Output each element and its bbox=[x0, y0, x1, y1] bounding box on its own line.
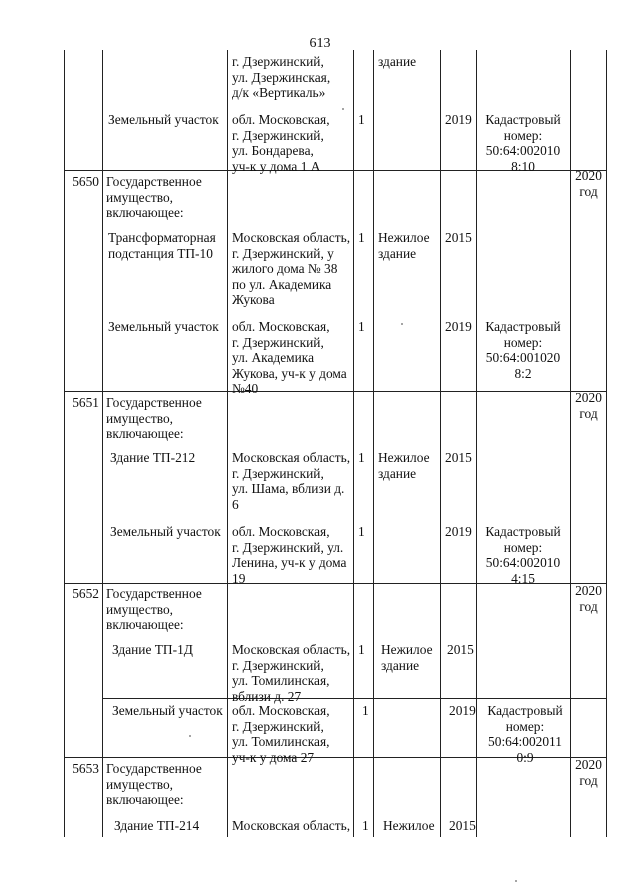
row-heading: Государственное имущество, включающее: bbox=[106, 761, 202, 808]
scan-speck bbox=[515, 880, 517, 882]
row-date: 2020 год bbox=[575, 168, 602, 199]
object-year: 2015 bbox=[449, 818, 476, 833]
cont-land-label: Земельный участок bbox=[108, 112, 219, 127]
object-type: Нежилое здание bbox=[378, 230, 430, 261]
page-number: 613 bbox=[309, 36, 331, 51]
cont-land-year: 2019 bbox=[445, 112, 472, 127]
land-qty: 1 bbox=[362, 703, 369, 718]
land-label: Земельный участок bbox=[108, 319, 219, 334]
scan-speck bbox=[401, 323, 403, 325]
row-number: 5650 bbox=[72, 174, 99, 189]
cont-land-qty: 1 bbox=[358, 112, 365, 127]
land-address: обл. Московская, г. Дзержинский, ул. Томилинская, уч-к у дома 27 bbox=[232, 703, 330, 765]
scan-speck bbox=[342, 108, 344, 110]
object-address: Московская область, г. Дзержинский, у жилого дома № 38 по ул. Академика Жукова bbox=[232, 230, 351, 308]
scan-speck bbox=[189, 735, 191, 737]
object-qty: 1 bbox=[358, 450, 365, 465]
object-qty: 1 bbox=[358, 230, 365, 245]
row-heading: Государственное имущество, включающее: bbox=[106, 395, 202, 442]
land-year: 2019 bbox=[445, 319, 472, 334]
row-date: 2020 год bbox=[575, 390, 602, 421]
row-number: 5653 bbox=[72, 761, 99, 776]
land-cadastral: Кадастровый номер: 50:64:002010 4:15 bbox=[485, 524, 561, 586]
land-qty: 1 bbox=[358, 524, 365, 539]
object-address: Московская область, bbox=[232, 818, 351, 833]
cont-address: г. Дзержинский, ул. Дзержинская, д/к «Вертикаль» bbox=[232, 54, 331, 101]
object-year: 2015 bbox=[445, 230, 472, 245]
object-name: Здание ТП-214 bbox=[114, 818, 200, 833]
row-heading: Государственное имущество, включающее: bbox=[106, 586, 202, 633]
row-number: 5652 bbox=[72, 586, 99, 601]
land-year: 2019 bbox=[449, 703, 476, 718]
land-label: Земельный участок bbox=[112, 703, 223, 718]
row-number: 5651 bbox=[72, 395, 99, 410]
object-name: Здание ТП-212 bbox=[110, 450, 196, 465]
row-date: 2020 год bbox=[575, 757, 602, 788]
object-type: Нежилое bbox=[383, 818, 435, 833]
row-heading: Государственное имущество, включающее: bbox=[106, 174, 202, 221]
land-qty: 1 bbox=[358, 319, 365, 334]
object-type: Нежилое здание bbox=[378, 450, 430, 481]
land-cadastral: Кадастровый номер: 50:64:001020 8:2 bbox=[485, 319, 561, 381]
cont-land-address: обл. Московская, г. Дзержинский, ул. Бондарева, уч-к у дома 1 А bbox=[232, 112, 330, 174]
cont-land-cadastral: Кадастровый номер: 50:64:002010 8:10 bbox=[485, 112, 561, 174]
object-name: Здание ТП-1Д bbox=[112, 642, 193, 657]
object-name: Трансформаторная подстанция ТП-10 bbox=[108, 230, 216, 261]
object-qty: 1 bbox=[362, 818, 369, 833]
cont-type: здание bbox=[378, 54, 417, 69]
land-address: обл. Московская, г. Дзержинский, ул. Академика Жукова, уч-к у дома №40 bbox=[232, 319, 347, 397]
land-address: обл. Московская, г. Дзержинский, ул. Ленина, уч-к у дома 19 bbox=[232, 524, 347, 586]
land-label: Земельный участок bbox=[110, 524, 221, 539]
land-year: 2019 bbox=[445, 524, 472, 539]
object-year: 2015 bbox=[445, 450, 472, 465]
object-address: Московская область, г. Дзержинский, ул. Томилинская, вблизи д. 27 bbox=[232, 642, 351, 704]
object-type: Нежилое здание bbox=[381, 642, 433, 673]
row-date: 2020 год bbox=[575, 583, 602, 614]
object-year: 2015 bbox=[447, 642, 474, 657]
object-qty: 1 bbox=[358, 642, 365, 657]
object-address: Московская область, г. Дзержинский, ул. Шама, вблизи д. 6 bbox=[232, 450, 351, 512]
land-cadastral: Кадастровый номер: 50:64:002011 0:9 bbox=[487, 703, 563, 765]
